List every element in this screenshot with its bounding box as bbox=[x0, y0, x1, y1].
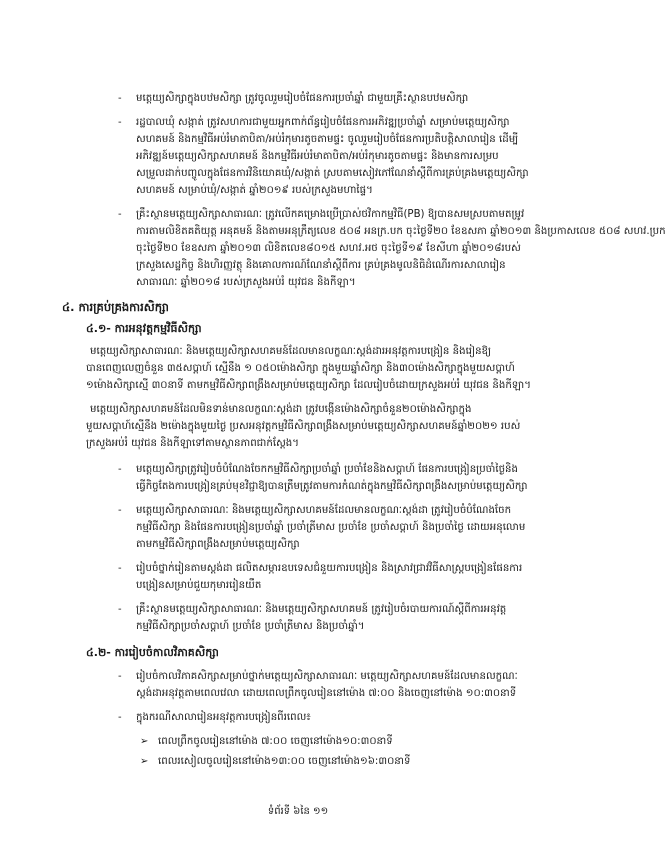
bullet-line: កម្មវិធីសិក្សាប្រចាំសប្តាហ៍ ប្រចាំខែ ប្រចាំត្រីមាស និងប្រចាំឆ្នាំ។ bbox=[136, 621, 365, 632]
bullet-line: ក្រសួងសេដ្ឋកិច្ច និងហិរញ្ញវត្ថុ និងគោលការណ៍ណែនាំស្តីពីការ គ្រប់គ្រងមូលនិធិដំណើរការសាលារៀន bbox=[136, 260, 506, 271]
arrow-bullet-icon: ➢ bbox=[140, 736, 149, 747]
subsection-heading: ៤.១- ការអនុវត្តកម្មវិធីសិក្សា bbox=[86, 322, 202, 335]
bullet-line: រដ្ឋបាលឃុំ សង្កាត់ ត្រូវសហការជាមួយអ្នកពាក់ព័ន្ធរៀបចំផែនការអភិវឌ្ឍប្រចាំឆ្នាំ សម្រាប់មត្តេយ្យសិក្សា bbox=[136, 117, 510, 128]
paragraph-line: មត្តេយ្យសិក្សាសហគមន៍ដែលមិនទាន់មានលក្ខណៈស្តង់ដា ត្រូវបង្កើនម៉ោងសិក្សាចំនួន២០ម៉ោងសិក្សាក្នុង bbox=[90, 404, 472, 415]
paragraph-line: បានពេញលេញចំនួន ៣៥សប្តាហ៍ ស្មើនឹង ១ ០៥០ម៉ោងសិក្សា ក្នុងមួយឆ្នាំសិក្សា និង៣០ម៉ោងសិក្សាក្នុងមួយសប្តាហ៍ bbox=[86, 363, 515, 374]
bullet-line: បង្រៀនសម្រាប់ជួយកុមាររៀនយឺត bbox=[136, 580, 262, 591]
page-number: ទំព័រទី ៦នៃ ១១ bbox=[267, 806, 329, 817]
paragraph-line: ១ម៉ោងសិក្សាស្មើ ៣០នាទី តាមកម្មវិធីសិក្សាពង្រឹងសម្រាប់មត្តេយ្យសិក្សា ដែលរៀបចំដោយក្រសួងអប់រំ យុវជន និងកីឡា។ bbox=[86, 380, 531, 391]
bullet-line: សាធារណៈ ឆ្នាំ២០១៨ របស់ក្រសួងអប់រំ យុវជន និងកីឡា។ bbox=[136, 277, 356, 288]
arrow-bullet-icon: ➢ bbox=[140, 756, 149, 767]
bullet-dash: - bbox=[118, 93, 122, 104]
bullet-line: ធ្វើកិច្ចតែងការបង្រៀនគ្រប់មុខវិជ្ជាឱ្យបានត្រឹមត្រូវតាមការកំណត់ក្នុងកម្មវិធីសិក្សាពង្រឹងសម្រាប់មត្តេយ្យសិក្សា bbox=[136, 481, 528, 492]
bullet-dash: - bbox=[118, 604, 122, 615]
section-heading: ៤. ការគ្រប់គ្រងការសិក្សា bbox=[62, 300, 169, 314]
bullet-dash: - bbox=[118, 563, 122, 574]
bullet-line: ក្នុងករណីសាលារៀនអនុវត្តការបង្រៀនពីរពេល៖ bbox=[136, 712, 311, 723]
bullet-dash: - bbox=[118, 464, 122, 475]
bullet-line: ស្តង់ដាអនុវត្តតាមពេលវេលា ដោយពេលព្រឹកចូលរៀននៅម៉ោង ៧:០០ និងចេញនៅម៉ោង ១០:៣០នាទី bbox=[136, 688, 517, 699]
bullet-dash: - bbox=[118, 671, 122, 682]
bullet-line: តាមកម្មវិធីសិក្សាពង្រឹងសម្រាប់មត្តេយ្យសិក្សា bbox=[136, 539, 300, 550]
bullet-line: សហគមន៍ សម្រាប់ឃុំ/សង្កាត់ ឆ្នាំ២០១៩ របស់ក្រសួងមហាផ្ទៃ។ bbox=[136, 185, 373, 196]
bullet-line: ចុះថ្ងៃទី២០ ខែឧសភា ឆ្នាំ២០១៣ លិខិតលេខ៨០១៥ សហវ.អថ ចុះថ្ងៃទី១៩ ខែសីហា ឆ្នាំ២០១៨របស់ bbox=[136, 243, 521, 254]
bullet-dash: - bbox=[118, 712, 122, 723]
bullet-dash: - bbox=[118, 117, 122, 128]
bullet-line: សម្រួលដាក់បញ្ចូលក្នុងផែនការវិនិយោគឃុំ/សង្កាត់ ស្របតាមសៀវភៅណែនាំស្តីពីការគ្រប់គ្រងមត្តេយ្យសិក្សា bbox=[136, 168, 529, 179]
bullet-line: កម្មវិធីសិក្សា និងផែនការបង្រៀនប្រចាំឆ្នាំ ប្រចាំត្រីមាស ប្រចាំខែ ប្រចាំសប្តាហ៍ និងប្រចាំថ្ងៃ ដោយអនុលោម bbox=[136, 522, 526, 533]
bullet-line: ការតាមលិខិតគតិយុត្ត អនុគមន៍ និងតាមអនុក្រឹត្យលេខ ៥០៨ អនក្រ.បក ចុះថ្ងៃទី២០ ខែឧសភា ឆ្នាំ២០១៣ និងប្រកាសលេខ ៥០៨ សហវ.ប្រក bbox=[136, 226, 666, 237]
paragraph-line: មត្តេយ្យសិក្សាសាធារណៈ និងមត្តេយ្យសិក្សាសហគមន៍ដែលមានលក្ខណៈស្តង់ដារអនុវត្តការបង្រៀន និងរៀនឱ្យ bbox=[90, 346, 492, 357]
bullet-line: គ្រឹះស្ថានមត្តេយ្យសិក្សាសាធារណៈ និងមត្តេយ្យសិក្សាសហគមន៍ ត្រូវរៀបចំរបាយការណ៍ស្តីពីការអនុវត្ត bbox=[136, 604, 507, 615]
paragraph-line: ក្រសួងអប់រំ យុវជន និងកីឡាទៅតាមស្ថានភាពជាក់ស្តែង។ bbox=[86, 438, 299, 449]
bullet-line: មត្តេយ្យសិក្សាត្រូវរៀបចំបំណែងចែកកម្មវិធីសិក្សាប្រចាំឆ្នាំ ប្រចាំខែនិងសប្តាហ៍ ផែនការបង្រៀនប្រចាំថ្ងៃនិង bbox=[136, 464, 518, 475]
bullet-line: រៀបចំកាលវិភាគសិក្សាសម្រាប់ថ្នាក់មត្តេយ្យសិក្សាសាធារណៈ មត្តេយ្យសិក្សាសហគមន៍ដែលមានលក្ខណៈ bbox=[136, 671, 518, 682]
bullet-line: រៀបចំថ្នាក់រៀនតាមស្តង់ដា ផលិតសម្ភារឧបទេសជំនួយការបង្រៀន និងស្រាវជ្រាវវិធីសាស្ត្របង្រៀនផែនការ bbox=[136, 563, 523, 574]
bullet-line: សហគមន៍ និងកម្មវិធីអប់រំមាតាបិតា/អប់រំកុមារតូចតាមផ្ទះ ចូលរួមរៀបចំផែនការប្រតិបត្តិសាលារៀន ដើម្បី bbox=[136, 134, 519, 145]
bullet-line: អភិវឌ្ឍន៍មត្តេយ្យសិក្សាសហគមន៍ និងកម្មវិធីអប់រំមាតាបិតា/អប់រំកុមារតូចតាមផ្ទះ និងមានការសម្រប bbox=[136, 151, 499, 162]
arrow-item: ពេលព្រឹកចូលរៀននៅម៉ោង ៧:០០ ចេញនៅម៉ោង១០:៣០នាទី bbox=[158, 736, 393, 747]
bullet-dash: - bbox=[118, 209, 122, 220]
arrow-item: ពេលរសៀលចូលរៀននៅម៉ោង១៣:០០ ចេញនៅម៉ោង១៦:៣០នាទី bbox=[158, 756, 411, 767]
bullet-line: មត្តេយ្យសិក្សាក្នុងបឋមសិក្សា ត្រូវចូលរួមរៀបចំផែនការប្រចាំឆ្នាំ ជាមួយគ្រឹះស្ថានបឋមសិក្សា bbox=[136, 93, 469, 104]
bullet-line: មត្តេយ្យសិក្សាសាធារណៈ និងមត្តេយ្យសិក្សាសហគមន៍ដែលមានលក្ខណៈស្តង់ដា ត្រូវរៀបចំបំណែងចែក bbox=[136, 505, 512, 516]
bullet-dash: - bbox=[118, 505, 122, 516]
subsection-heading: ៤.២- ការរៀបចំកាលវិភាគសិក្សា bbox=[86, 646, 219, 659]
bullet-line: គ្រឹះស្ថានមត្តេយ្យសិក្សាសាធារណៈ ត្រូវលើកគម្រោងប្រើប្រាស់ថវិកាកម្មវិធី(PB) ឱ្យបានសមស្របតាមតម្រូវ bbox=[136, 209, 525, 220]
paragraph-line: មួយសប្តាហ៍ស្មើនឹង ២ម៉ោងក្នុងមួយថ្ងៃ ប្រសអនុវត្តកម្មវិធីសិក្សាពង្រឹងសម្រាប់មត្តេយ្យសិក្សាសហគមន៍ឆ្នាំ២០២១ របស់ bbox=[86, 421, 521, 432]
